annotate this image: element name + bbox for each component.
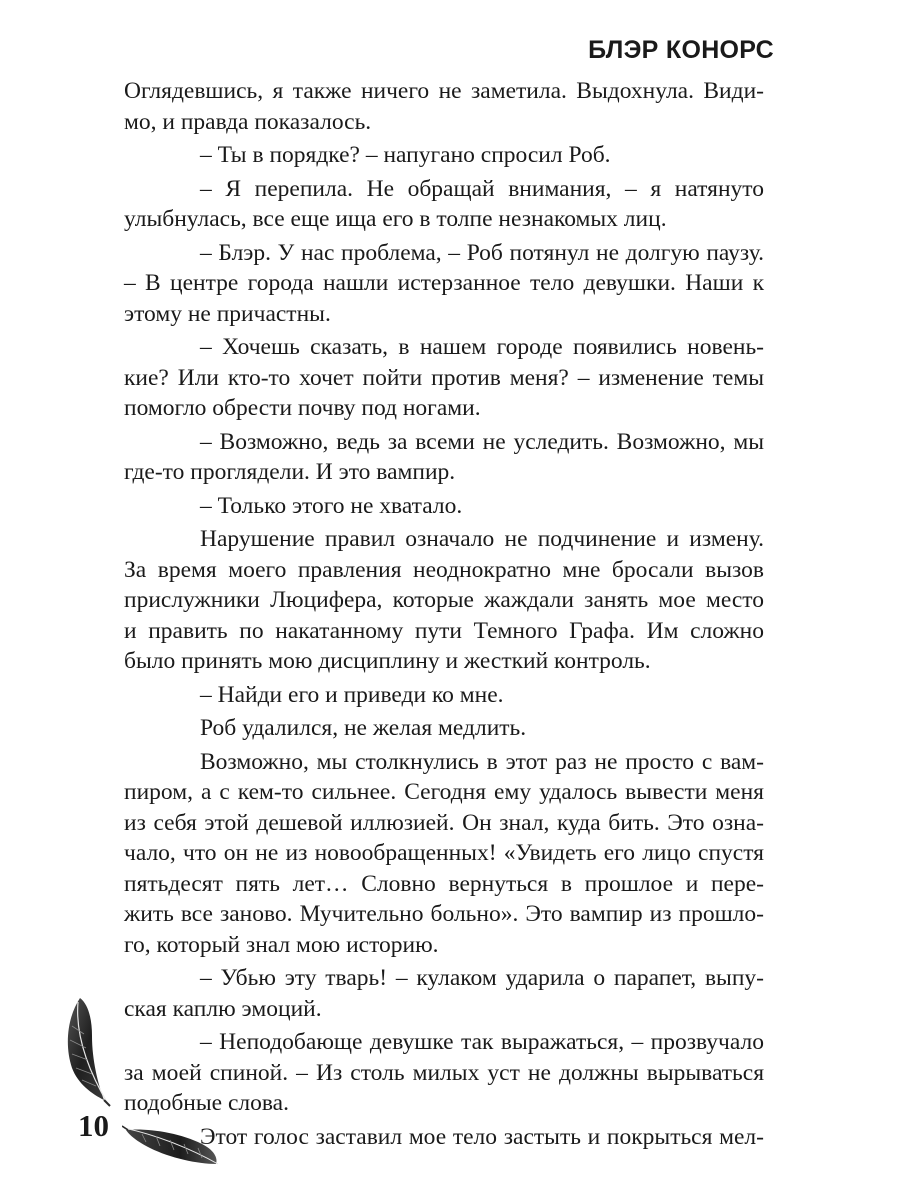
text-line: – Блэр. У нас проблема, – Роб потянул не долгую паузу. [200, 239, 764, 266]
text-line: ская каплю эмоций. [124, 995, 322, 1022]
text-line: – Ты в порядке? – напугано спросил Роб. [200, 142, 611, 168]
text-line: кие? Или кто-то хочет пойти против меня? – изменение темы [124, 364, 764, 391]
page-number: 10 [78, 1108, 109, 1143]
text-line: Нарушение правил означало не подчинение и измену. [200, 526, 764, 552]
text-line: пятьдесят пять лет… Словно вернуться в прошлое и пере- [124, 870, 764, 897]
text-line: Этот голос заставил мое тело застыть и покрыться мел- [200, 1123, 764, 1150]
body-text [124, 76, 764, 1152]
text-line: – Найди его и приведи ко мне. [200, 681, 504, 708]
text-line: где-то проглядели. И это вампир. [124, 459, 456, 485]
text-line: чало, что он не из новообращенных! «Увидеть его лицо спустя [124, 840, 764, 866]
running-head: БЛЭР КОНОРС [588, 36, 774, 64]
text-line: мо, и правда показалось. [124, 108, 372, 135]
text-line: – В центре города нашли истерзанное тело девушки. Наши к [124, 270, 764, 296]
text-line: за моей спиной. – Из столь милых уст не должны вырываться [124, 1059, 764, 1086]
text-line: жить все заново. Мучительно больно». Это вампир из прошло- [124, 901, 764, 927]
text-line: – Хочешь сказать, в нашем городе появились новень- [200, 334, 764, 360]
text-line: – Убью эту тварь! – кулаком ударила о парапет, выпу- [200, 965, 764, 991]
text-line: – Неподобающе девушке так выражаться, – прозвучало [200, 1029, 764, 1055]
text-line: го, который знал мою историю. [124, 931, 439, 958]
text-line: – Возможно, ведь за всеми не уследить. Возможно, мы [200, 428, 764, 455]
text-line: Возможно, мы столкнулись в этот раз не просто с вам- [200, 748, 764, 775]
text-line: помогло обрести почву под ногами. [124, 395, 481, 421]
text-line: Роб удалился, не желая медлить. [200, 715, 527, 741]
text-line: было принять мою дисциплину и жесткий контроль. [124, 648, 651, 674]
text-line: из себя этой дешевой иллюзией. Он знал, куда бить. Это озна- [124, 809, 764, 836]
text-line: – Я перепила. Не обращай внимания, – я натянуто [200, 175, 764, 202]
feather-icon [122, 1124, 222, 1168]
text-line: За время моего правления неоднократно мне бросали вызов [124, 556, 764, 583]
text-line: подобные слова. [124, 1090, 289, 1116]
text-line: и править по накатанному пути Темного Графа. Им сложно [124, 617, 764, 644]
text-line: пиром, а с кем-то сильнее. Сегодня ему удалось вывести меня [124, 779, 764, 805]
text-line: прислужники Люцифера, которые жаждали занять мое место [124, 587, 764, 613]
text-line: этому не причастны. [124, 300, 331, 327]
text-line: Оглядевшись, я также ничего не заметила. Выдохнула. Види- [124, 78, 764, 104]
text-line: – Только этого не хватало. [200, 492, 463, 519]
feather-icon [58, 996, 118, 1108]
text-line: улыбнулась, все еще ища его в толпе незнакомых лиц. [124, 206, 667, 232]
